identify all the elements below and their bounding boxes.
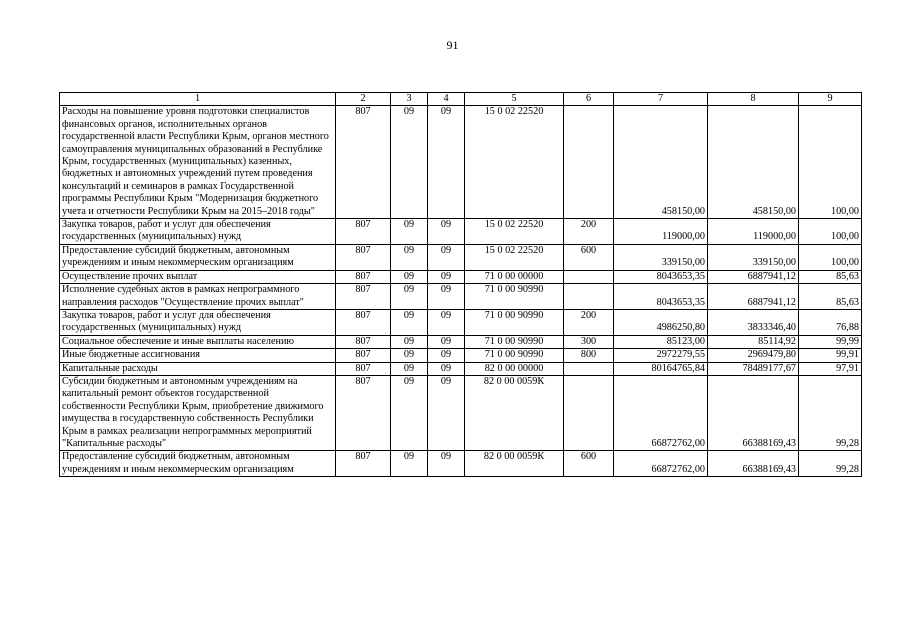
- planned-amount: 85123,00: [614, 335, 708, 348]
- target-article-code: 71 0 00 90990: [465, 335, 564, 348]
- section-code: 09: [391, 284, 428, 310]
- table-row: [60, 244, 862, 270]
- target-article-code: 15 0 02 22520: [465, 219, 564, 245]
- column-header: 1: [60, 93, 336, 106]
- column-header: 7: [614, 93, 708, 106]
- subsection-code: 09: [428, 349, 465, 362]
- row-description: Осуществление прочих выплат: [60, 270, 336, 283]
- target-article-code: 15 0 02 22520: [465, 106, 564, 219]
- execution-percent: 99,99: [799, 335, 862, 348]
- table-row: [60, 270, 862, 283]
- section-code: 09: [391, 349, 428, 362]
- target-article-code: 71 0 00 90990: [465, 284, 564, 310]
- subsection-code: 09: [428, 284, 465, 310]
- planned-amount: 458150,00: [614, 106, 708, 219]
- execution-percent: 99,91: [799, 349, 862, 362]
- executed-amount: 66388169,43: [708, 451, 799, 477]
- expense-type-code: 600: [564, 244, 614, 270]
- row-description: Предоставление субсидий бюджетным, автономным учреждениям и иным некоммерческим организациям: [60, 451, 336, 477]
- executed-amount: 6887941,12: [708, 270, 799, 283]
- planned-amount: 4986250,80: [614, 309, 708, 335]
- section-code: 09: [391, 335, 428, 348]
- column-header: 8: [708, 93, 799, 106]
- section-code: 09: [391, 219, 428, 245]
- row-description: Капитальные расходы: [60, 362, 336, 375]
- row-description: Предоставление субсидий бюджетным, автономным учреждениям и иным некоммерческим организациям: [60, 244, 336, 270]
- subsection-code: 09: [428, 270, 465, 283]
- planned-amount: 8043653,35: [614, 270, 708, 283]
- table-row: [60, 309, 862, 335]
- target-article-code: 82 0 00 00000: [465, 362, 564, 375]
- executed-amount: 2969479,80: [708, 349, 799, 362]
- table-row: [60, 335, 862, 348]
- expense-type-code: [564, 362, 614, 375]
- ministry-code: 807: [336, 335, 391, 348]
- row-description: Расходы на повышение уровня подготовки специалистов финансовых органов, исполнительных органов государственной власти Республики Крым, органов местного самоуправления муниципальных образований в Республике Крым, государственных (муниципальных) казенных, бюджетных и автономных учреждений путем проведения консультаций и семинаров в рамках Государственной программы Республики Крым "Модернизация бюджетного учета и отчетности Республики Крым на 2015–2018 годы": [60, 106, 336, 219]
- table-row: [60, 451, 862, 477]
- execution-percent: 99,28: [799, 375, 862, 450]
- execution-percent: 85,63: [799, 284, 862, 310]
- expense-type-code: [564, 270, 614, 283]
- planned-amount: 80164765,84: [614, 362, 708, 375]
- planned-amount: 2972279,55: [614, 349, 708, 362]
- ministry-code: 807: [336, 244, 391, 270]
- planned-amount: 8043653,35: [614, 284, 708, 310]
- executed-amount: 78489177,67: [708, 362, 799, 375]
- column-header: 6: [564, 93, 614, 106]
- row-description: Исполнение судебных актов в рамках непрограммного направления расходов "Осуществление прочих выплат": [60, 284, 336, 310]
- subsection-code: 09: [428, 106, 465, 219]
- ministry-code: 807: [336, 284, 391, 310]
- subsection-code: 09: [428, 244, 465, 270]
- table-row: [60, 375, 862, 450]
- ministry-code: 807: [336, 106, 391, 219]
- target-article-code: 71 0 00 90990: [465, 349, 564, 362]
- executed-amount: 119000,00: [708, 219, 799, 245]
- execution-percent: 76,88: [799, 309, 862, 335]
- section-code: 09: [391, 244, 428, 270]
- header-row: [60, 93, 862, 106]
- row-description: Социальное обеспечение и иные выплаты населению: [60, 335, 336, 348]
- execution-percent: 100,00: [799, 219, 862, 245]
- target-article-code: 82 0 00 0059К: [465, 375, 564, 450]
- column-header: 4: [428, 93, 465, 106]
- section-code: 09: [391, 106, 428, 219]
- ministry-code: 807: [336, 362, 391, 375]
- subsection-code: 09: [428, 375, 465, 450]
- execution-percent: 85,63: [799, 270, 862, 283]
- ministry-code: 807: [336, 270, 391, 283]
- planned-amount: 339150,00: [614, 244, 708, 270]
- subsection-code: 09: [428, 219, 465, 245]
- expense-type-code: [564, 375, 614, 450]
- row-description: Иные бюджетные ассигнования: [60, 349, 336, 362]
- expense-type-code: 200: [564, 219, 614, 245]
- planned-amount: 66872762,00: [614, 375, 708, 450]
- execution-percent: 100,00: [799, 244, 862, 270]
- row-description: Закупка товаров, работ и услуг для обеспечения государственных (муниципальных) нужд: [60, 219, 336, 245]
- executed-amount: 339150,00: [708, 244, 799, 270]
- page-number: 91: [446, 38, 459, 52]
- ministry-code: 807: [336, 349, 391, 362]
- expense-type-code: 800: [564, 349, 614, 362]
- subsection-code: 09: [428, 362, 465, 375]
- target-article-code: 82 0 00 0059К: [465, 451, 564, 477]
- executed-amount: 66388169,43: [708, 375, 799, 450]
- target-article-code: 15 0 02 22520: [465, 244, 564, 270]
- section-code: 09: [391, 309, 428, 335]
- subsection-code: 09: [428, 335, 465, 348]
- executed-amount: 85114,92: [708, 335, 799, 348]
- planned-amount: 66872762,00: [614, 451, 708, 477]
- row-description: Субсидии бюджетным и автономным учреждениям на капитальный ремонт объектов государственной собственности Республики Крым, приобретение движимого имущества в государственную собственность Республики Крым в рамках реализации непрограммных мероприятий "Капитальные расходы": [60, 375, 336, 450]
- table-row: [60, 284, 862, 310]
- budget-table: [59, 92, 862, 477]
- column-header: 9: [799, 93, 862, 106]
- target-article-code: 71 0 00 90990: [465, 309, 564, 335]
- ministry-code: 807: [336, 219, 391, 245]
- expense-type-code: 300: [564, 335, 614, 348]
- ministry-code: 807: [336, 451, 391, 477]
- section-code: 09: [391, 362, 428, 375]
- column-header: 2: [336, 93, 391, 106]
- planned-amount: 119000,00: [614, 219, 708, 245]
- expense-type-code: 200: [564, 309, 614, 335]
- expense-type-code: 600: [564, 451, 614, 477]
- ministry-code: 807: [336, 309, 391, 335]
- table-row: [60, 106, 862, 219]
- column-header: 5: [465, 93, 564, 106]
- section-code: 09: [391, 451, 428, 477]
- target-article-code: 71 0 00 00000: [465, 270, 564, 283]
- column-header: 3: [391, 93, 428, 106]
- subsection-code: 09: [428, 309, 465, 335]
- section-code: 09: [391, 270, 428, 283]
- executed-amount: 6887941,12: [708, 284, 799, 310]
- execution-percent: 97,91: [799, 362, 862, 375]
- execution-percent: 100,00: [799, 106, 862, 219]
- executed-amount: 3833346,40: [708, 309, 799, 335]
- expense-type-code: [564, 106, 614, 219]
- table-row: [60, 362, 862, 375]
- execution-percent: 99,28: [799, 451, 862, 477]
- section-code: 09: [391, 375, 428, 450]
- row-description: Закупка товаров, работ и услуг для обеспечения государственных (муниципальных) нужд: [60, 309, 336, 335]
- table-row: [60, 219, 862, 245]
- ministry-code: 807: [336, 375, 391, 450]
- subsection-code: 09: [428, 451, 465, 477]
- table-row: [60, 349, 862, 362]
- executed-amount: 458150,00: [708, 106, 799, 219]
- expense-type-code: [564, 284, 614, 310]
